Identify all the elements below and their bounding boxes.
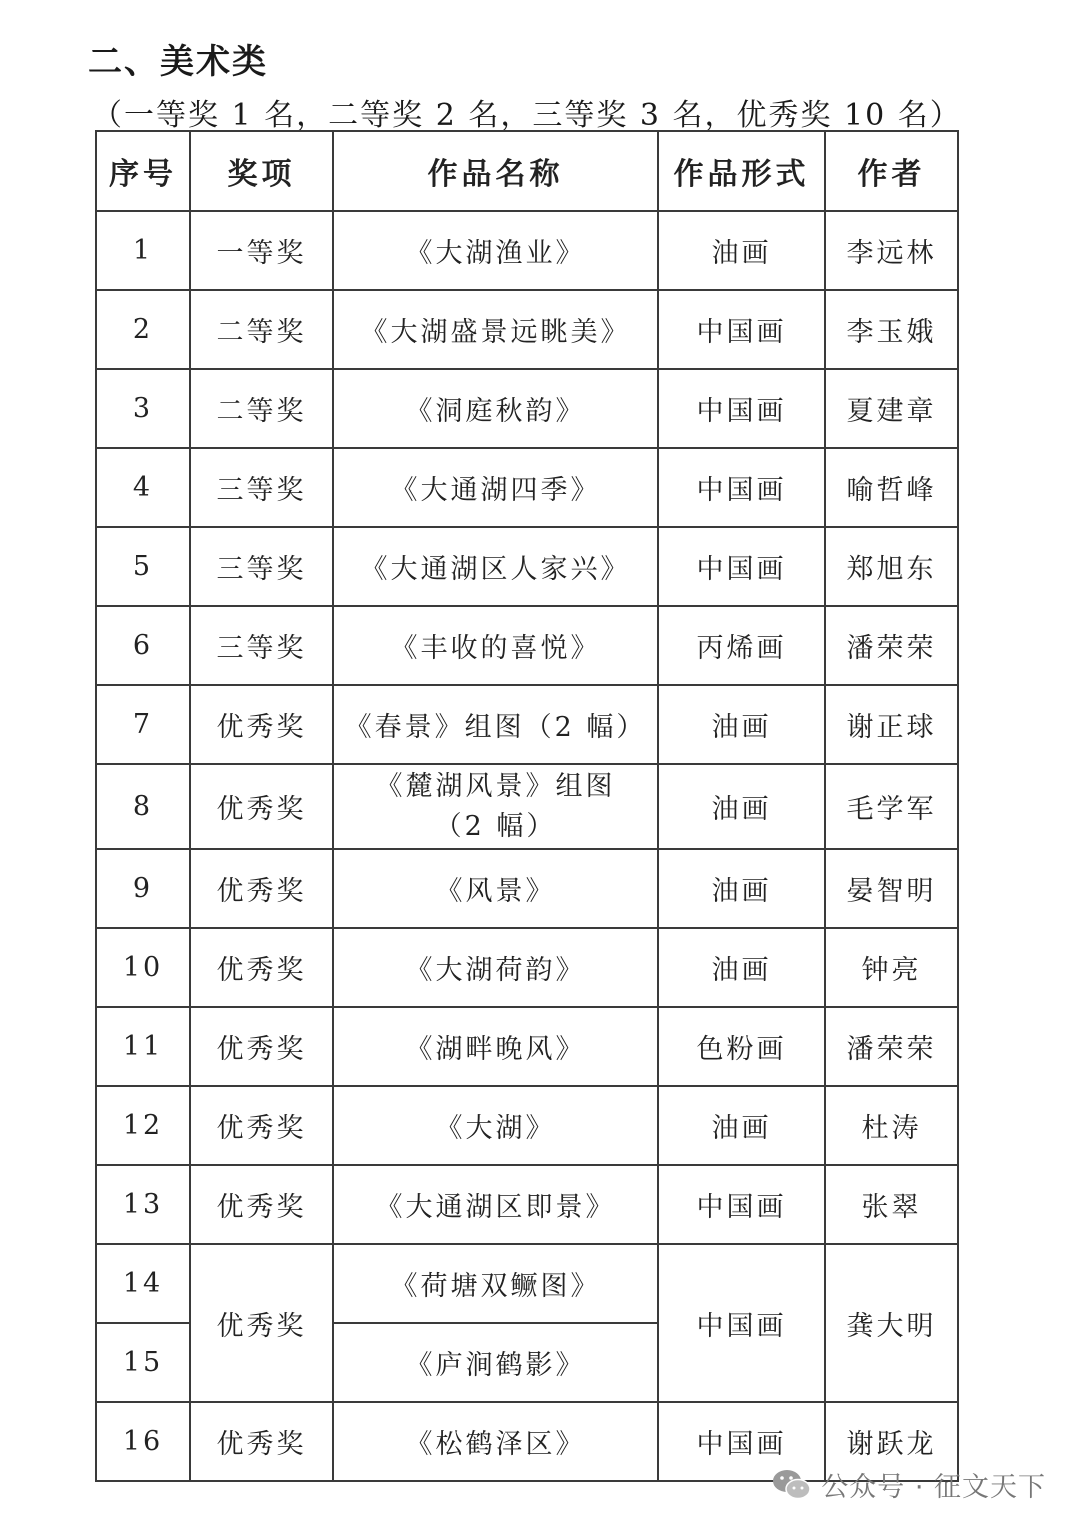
cell-no: 13 <box>96 1165 190 1244</box>
cell-award: 三等奖 <box>190 606 333 685</box>
cell-title: 《大通湖区即景》 <box>333 1165 658 1244</box>
header-author: 作者 <box>825 131 958 211</box>
table-row <box>96 928 958 1007</box>
cell-no: 15 <box>96 1323 190 1402</box>
table-row <box>96 290 958 369</box>
cell-form: 油画 <box>658 849 825 928</box>
cell-award: 优秀奖 <box>190 764 333 849</box>
cell-form: 中国画 <box>658 369 825 448</box>
cell-award: 二等奖 <box>190 290 333 369</box>
cell-no: 9 <box>96 849 190 928</box>
award-quota-note: （一等奖 1 名，二等奖 2 名，三等奖 3 名，优秀奖 10 名） <box>92 98 962 133</box>
cell-form: 中国画 <box>658 448 825 527</box>
cell-form: 油画 <box>658 211 825 290</box>
cell-title: 《大湖荷韵》 <box>333 928 658 1007</box>
cell-form: 丙烯画 <box>658 606 825 685</box>
watermark <box>771 1465 1046 1504</box>
cell-title: 《大通湖区人家兴》 <box>333 527 658 606</box>
table-row <box>96 1086 958 1165</box>
cell-no: 10 <box>96 928 190 1007</box>
section-heading: 二、美术类 <box>88 42 268 82</box>
table-header-row <box>96 131 958 211</box>
cell-form: 油画 <box>658 764 825 849</box>
cell-award: 优秀奖 <box>190 1086 333 1165</box>
table-row <box>96 606 958 685</box>
cell-no: 16 <box>96 1402 190 1481</box>
cell-title: 《庐涧鹤影》 <box>333 1323 658 1402</box>
table-row <box>96 211 958 290</box>
cell-author: 潘荣荣 <box>825 606 958 685</box>
cell-form: 油画 <box>658 928 825 1007</box>
table-row <box>96 1165 958 1244</box>
cell-title: 《大湖盛景远眺美》 <box>333 290 658 369</box>
table-row <box>96 1244 958 1323</box>
cell-author: 谢正球 <box>825 685 958 764</box>
cell-author: 毛学军 <box>825 764 958 849</box>
cell-form: 中国画 <box>658 1165 825 1244</box>
cell-no: 12 <box>96 1086 190 1165</box>
table-row <box>96 685 958 764</box>
cell-form: 中国画 <box>658 527 825 606</box>
header-title: 作品名称 <box>333 131 658 211</box>
cell-form: 中国画 <box>658 1244 825 1402</box>
cell-title: 《湖畔晚风》 <box>333 1007 658 1086</box>
table-row <box>96 448 958 527</box>
cell-no: 8 <box>96 764 190 849</box>
table-row <box>96 369 958 448</box>
cell-title: 《春景》组图（2 幅） <box>333 685 658 764</box>
cell-no: 2 <box>96 290 190 369</box>
cell-form: 中国画 <box>658 1402 825 1481</box>
cell-author: 龚大明 <box>825 1244 958 1402</box>
table-row <box>96 764 958 849</box>
cell-form: 油画 <box>658 1086 825 1165</box>
cell-award: 一等奖 <box>190 211 333 290</box>
table-row <box>96 527 958 606</box>
header-no: 序号 <box>96 131 190 211</box>
wechat-icon <box>771 1467 813 1503</box>
cell-title: 《大湖》 <box>333 1086 658 1165</box>
cell-author: 钟亮 <box>825 928 958 1007</box>
cell-title: 《大通湖四季》 <box>333 448 658 527</box>
cell-author: 李远林 <box>825 211 958 290</box>
cell-no: 7 <box>96 685 190 764</box>
cell-no: 5 <box>96 527 190 606</box>
cell-form: 色粉画 <box>658 1007 825 1086</box>
cell-form: 中国画 <box>658 290 825 369</box>
cell-award: 优秀奖 <box>190 1007 333 1086</box>
cell-title-line: 《麓湖风景》组图 <box>375 770 616 802</box>
cell-author: 潘荣荣 <box>825 1007 958 1086</box>
table-row <box>96 1007 958 1086</box>
cell-title <box>333 764 658 849</box>
header-form: 作品形式 <box>658 131 825 211</box>
cell-title: 《松鹤泽区》 <box>333 1402 658 1481</box>
cell-title: 《洞庭秋韵》 <box>333 369 658 448</box>
cell-title-line: （2 幅） <box>434 810 557 842</box>
cell-award: 二等奖 <box>190 369 333 448</box>
cell-no: 3 <box>96 369 190 448</box>
cell-title: 《风景》 <box>333 849 658 928</box>
header-award: 奖项 <box>190 131 333 211</box>
cell-award: 三等奖 <box>190 448 333 527</box>
cell-no: 11 <box>96 1007 190 1086</box>
cell-author: 谢跃龙 <box>825 1402 958 1481</box>
cell-form: 油画 <box>658 685 825 764</box>
cell-author: 晏智明 <box>825 849 958 928</box>
awards-table <box>95 130 959 1482</box>
cell-no: 1 <box>96 211 190 290</box>
cell-author: 郑旭东 <box>825 527 958 606</box>
cell-award: 三等奖 <box>190 527 333 606</box>
cell-author: 夏建章 <box>825 369 958 448</box>
table-row <box>96 849 958 928</box>
cell-no: 4 <box>96 448 190 527</box>
cell-title: 《丰收的喜悦》 <box>333 606 658 685</box>
cell-author: 李玉娥 <box>825 290 958 369</box>
cell-award: 优秀奖 <box>190 1244 333 1402</box>
cell-author: 杜涛 <box>825 1086 958 1165</box>
cell-title: 《荷塘双鳜图》 <box>333 1244 658 1323</box>
cell-award: 优秀奖 <box>190 685 333 764</box>
cell-author: 喻哲峰 <box>825 448 958 527</box>
cell-no: 14 <box>96 1244 190 1323</box>
cell-award: 优秀奖 <box>190 1165 333 1244</box>
cell-award: 优秀奖 <box>190 849 333 928</box>
watermark-text: 公众号 · 征文天下 <box>821 1472 1046 1503</box>
cell-award: 优秀奖 <box>190 1402 333 1481</box>
cell-title: 《大湖渔业》 <box>333 211 658 290</box>
cell-award: 优秀奖 <box>190 928 333 1007</box>
cell-no: 6 <box>96 606 190 685</box>
cell-author: 张翠 <box>825 1165 958 1244</box>
